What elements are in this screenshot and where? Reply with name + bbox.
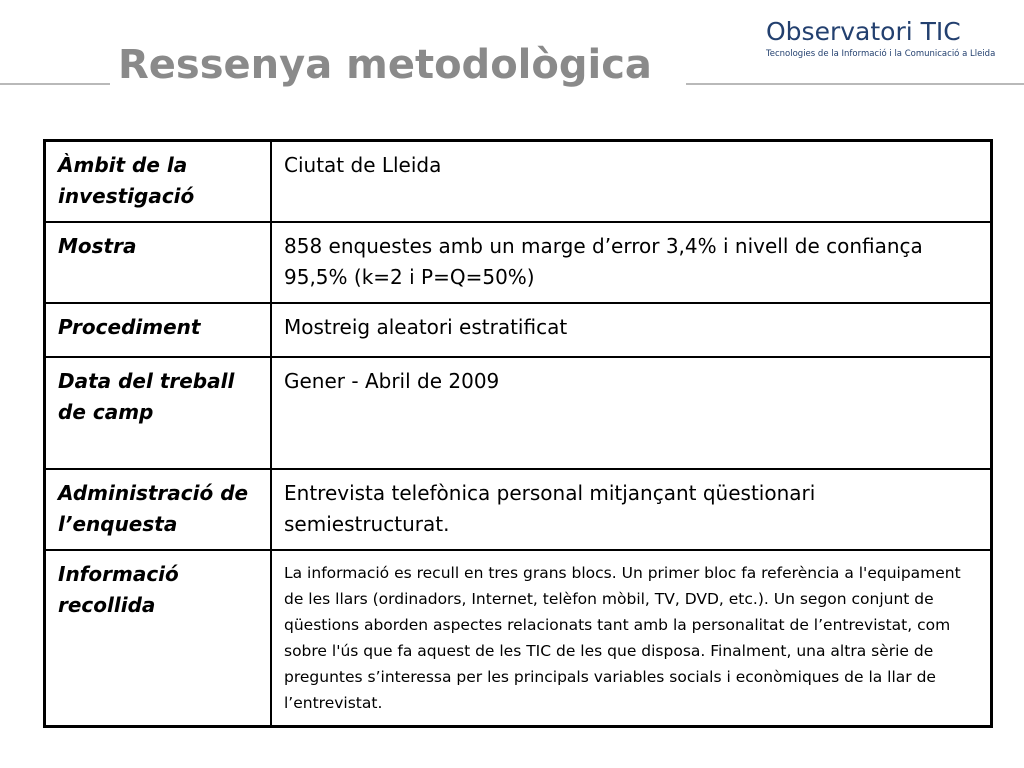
methodology-table	[43, 139, 993, 728]
row-label-data: Data del treball de camp	[45, 357, 272, 469]
row-value-informacio: La informació es recull en tres grans blocs. Un primer bloc fa referència a l'equipament de les llars (ordinadors, Internet, telèfon mòbil, TV, DVD, etc.). Un segon conjunt de qüestions aborden aspectes relacionats tant amb la personalitat de l’entrevistat, com sobre l'ús que fa aquest de les TIC de les que disposa. Finalment, una altra sèrie de preguntes s’interessa per les principals variables socials i econòmiques de la llar de l’entrevistat.	[271, 550, 992, 727]
observatori-tic-logo	[766, 18, 1006, 59]
table-row	[45, 222, 992, 303]
page-title: Ressenya metodològica	[118, 42, 652, 88]
row-value-administracio: Entrevista telefònica personal mitjançant qüestionari semiestructurat.	[271, 469, 992, 550]
row-value-ambit: Ciutat de Lleida	[271, 141, 992, 223]
table-row	[45, 303, 992, 357]
row-value-mostra: 858 enquestes amb un marge d’error 3,4% i nivell de confiança 95,5% (k=2 i P=Q=50%)	[271, 222, 992, 303]
row-label-ambit: Àmbit de la investigació	[45, 141, 272, 223]
row-label-informacio: Informació recollida	[45, 550, 272, 727]
title-rule-left	[0, 83, 110, 85]
row-label-administracio: Administració de l’enquesta	[45, 469, 272, 550]
title-rule-right	[686, 83, 1024, 85]
table-row	[45, 357, 992, 469]
table-row	[45, 141, 992, 223]
table-row	[45, 550, 992, 727]
row-label-mostra: Mostra	[45, 222, 272, 303]
logo-name: Observatori TIC	[766, 17, 961, 46]
row-value-data: Gener - Abril de 2009	[271, 357, 992, 469]
logo-subtitle: Tecnologies de la Informació i la Comunicació a Lleida	[766, 49, 996, 59]
row-label-procediment: Procediment	[45, 303, 272, 357]
table-row	[45, 469, 992, 550]
row-value-procediment: Mostreig aleatori estratificat	[271, 303, 992, 357]
